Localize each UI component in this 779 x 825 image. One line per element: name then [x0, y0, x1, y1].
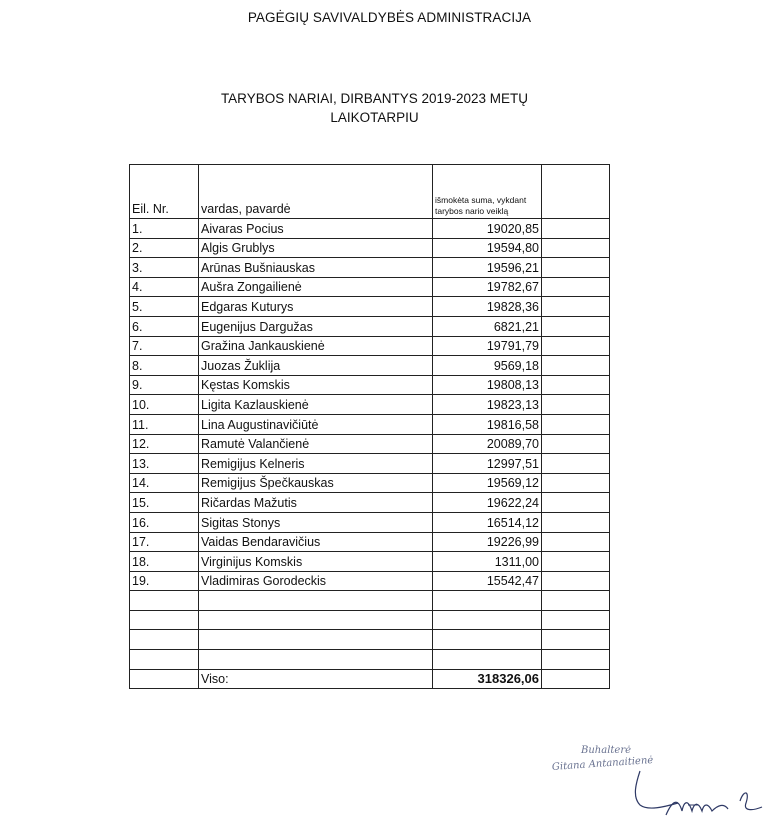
- row-extra: [542, 297, 610, 317]
- empty-cell: [130, 591, 199, 611]
- row-number: 15.: [130, 493, 199, 513]
- row-number: 14.: [130, 473, 199, 493]
- table-row: [130, 395, 610, 415]
- row-name: Kęstas Komskis: [199, 375, 433, 395]
- row-amount: 9569,18: [433, 356, 542, 376]
- row-amount: 19823,13: [433, 395, 542, 415]
- empty-row: [130, 591, 610, 611]
- header-number: Eil. Nr.: [130, 165, 199, 219]
- row-number: 9.: [130, 375, 199, 395]
- empty-cell: [199, 630, 433, 650]
- row-number: 13.: [130, 454, 199, 474]
- row-number: 10.: [130, 395, 199, 415]
- table-row: [130, 316, 610, 336]
- row-name: Gražina Jankauskienė: [199, 336, 433, 356]
- empty-cell: [199, 650, 433, 670]
- table-row: [130, 297, 610, 317]
- row-amount: 20089,70: [433, 434, 542, 454]
- table-row: [130, 258, 610, 278]
- row-number: 16.: [130, 512, 199, 532]
- handwritten-signature: [548, 745, 778, 825]
- row-name: Ramutė Valančienė: [199, 434, 433, 454]
- row-amount: 19816,58: [433, 414, 542, 434]
- empty-cell: [542, 630, 610, 650]
- empty-row: [130, 650, 610, 670]
- row-number: 8.: [130, 356, 199, 376]
- row-amount: 19808,13: [433, 375, 542, 395]
- title-line-1: TARYBOS NARIAI, DIRBANTYS 2019-2023 METŲ: [220, 91, 529, 106]
- row-extra: [542, 532, 610, 552]
- table-body: [130, 165, 610, 689]
- row-amount: 15542,47: [433, 571, 542, 591]
- row-extra: [542, 258, 610, 278]
- table-row: [130, 336, 610, 356]
- total-row: [130, 669, 610, 689]
- header-extra: [542, 165, 610, 219]
- header-amount: [433, 165, 542, 219]
- table-row: [130, 375, 610, 395]
- row-number: 19.: [130, 571, 199, 591]
- row-amount: 12997,51: [433, 454, 542, 474]
- row-amount: 19569,12: [433, 473, 542, 493]
- row-name: Algis Grublys: [199, 238, 433, 258]
- row-number: 6.: [130, 316, 199, 336]
- row-extra: [542, 434, 610, 454]
- row-name: Sigitas Stonys: [199, 512, 433, 532]
- empty-cell: [130, 650, 199, 670]
- council-members-table: [129, 164, 610, 689]
- row-name: Juozas Žuklija: [199, 356, 433, 376]
- total-number-cell: [130, 669, 199, 689]
- row-extra: [542, 356, 610, 376]
- row-name: Aivaras Pocius: [199, 219, 433, 239]
- table-row: [130, 414, 610, 434]
- row-name: Remigijus Kelneris: [199, 454, 433, 474]
- table-row: [130, 532, 610, 552]
- row-name: Lina Augustinavičiūtė: [199, 414, 433, 434]
- signature-block: [548, 745, 778, 825]
- table-row: [130, 356, 610, 376]
- row-extra: [542, 414, 610, 434]
- row-amount: 19791,79: [433, 336, 542, 356]
- row-number: 1.: [130, 219, 199, 239]
- table-row: [130, 277, 610, 297]
- table-row: [130, 454, 610, 474]
- row-name: Eugenijus Dargužas: [199, 316, 433, 336]
- title-line-2: LAIKOTARPIU: [330, 110, 419, 125]
- row-amount: 19828,36: [433, 297, 542, 317]
- row-amount: 6821,21: [433, 316, 542, 336]
- row-name: Aušra Zongailienė: [199, 277, 433, 297]
- empty-cell: [130, 630, 199, 650]
- row-amount: 19782,67: [433, 277, 542, 297]
- row-number: 18.: [130, 552, 199, 572]
- empty-row: [130, 630, 610, 650]
- row-name: Vaidas Bendaravičius: [199, 532, 433, 552]
- row-name: Arūnas Bušniauskas: [199, 258, 433, 278]
- row-extra: [542, 454, 610, 474]
- row-number: 3.: [130, 258, 199, 278]
- row-extra: [542, 238, 610, 258]
- table-row: [130, 473, 610, 493]
- empty-row: [130, 610, 610, 630]
- row-amount: 19020,85: [433, 219, 542, 239]
- signature-name: Gitana Antanaitienė: [551, 754, 654, 773]
- table-row: [130, 434, 610, 454]
- row-name: Ričardas Mažutis: [199, 493, 433, 513]
- total-extra-cell: [542, 669, 610, 689]
- row-extra: [542, 395, 610, 415]
- row-extra: [542, 316, 610, 336]
- total-label: Viso:: [199, 669, 433, 689]
- empty-cell: [130, 610, 199, 630]
- row-amount: 19594,80: [433, 238, 542, 258]
- document-title: [0, 89, 749, 127]
- row-extra: [542, 571, 610, 591]
- row-amount: 16514,12: [433, 512, 542, 532]
- row-number: 4.: [130, 277, 199, 297]
- row-amount: 19622,24: [433, 493, 542, 513]
- row-name: Edgaras Kuturys: [199, 297, 433, 317]
- row-extra: [542, 552, 610, 572]
- row-number: 12.: [130, 434, 199, 454]
- row-extra: [542, 277, 610, 297]
- empty-cell: [433, 591, 542, 611]
- table-header-row: [130, 165, 610, 219]
- row-extra: [542, 219, 610, 239]
- total-value: 318326,06: [433, 669, 542, 689]
- row-number: 7.: [130, 336, 199, 356]
- header-amount-label: išmokėta suma, vykdant tarybos nario veiklą: [435, 195, 527, 216]
- row-number: 17.: [130, 532, 199, 552]
- empty-cell: [433, 630, 542, 650]
- organization-name: PAGĖGIŲ SAVIVALDYBĖS ADMINISTRACIJA: [247, 10, 532, 25]
- row-number: 2.: [130, 238, 199, 258]
- signature-role: Buhalterė: [581, 745, 632, 756]
- table-row: [130, 512, 610, 532]
- empty-cell: [542, 610, 610, 630]
- table-row: [130, 238, 610, 258]
- empty-cell: [433, 610, 542, 630]
- row-name: Virginijus Komskis: [199, 552, 433, 572]
- row-extra: [542, 512, 610, 532]
- row-extra: [542, 375, 610, 395]
- empty-cell: [542, 650, 610, 670]
- empty-cell: [542, 591, 610, 611]
- table-row: [130, 493, 610, 513]
- row-amount: 1311,00: [433, 552, 542, 572]
- row-amount: 19596,21: [433, 258, 542, 278]
- row-extra: [542, 336, 610, 356]
- row-extra: [542, 473, 610, 493]
- table-row: [130, 571, 610, 591]
- row-amount: 19226,99: [433, 532, 542, 552]
- empty-cell: [199, 591, 433, 611]
- row-number: 5.: [130, 297, 199, 317]
- table-row: [130, 552, 610, 572]
- row-name: Vladimiras Gorodeckis: [199, 571, 433, 591]
- header-name: vardas, pavardė: [199, 165, 433, 219]
- row-name: Remigijus Špečkauskas: [199, 473, 433, 493]
- empty-cell: [199, 610, 433, 630]
- row-extra: [542, 493, 610, 513]
- table-row: [130, 219, 610, 239]
- row-number: 11.: [130, 414, 199, 434]
- empty-cell: [433, 650, 542, 670]
- row-name: Ligita Kazlauskienė: [199, 395, 433, 415]
